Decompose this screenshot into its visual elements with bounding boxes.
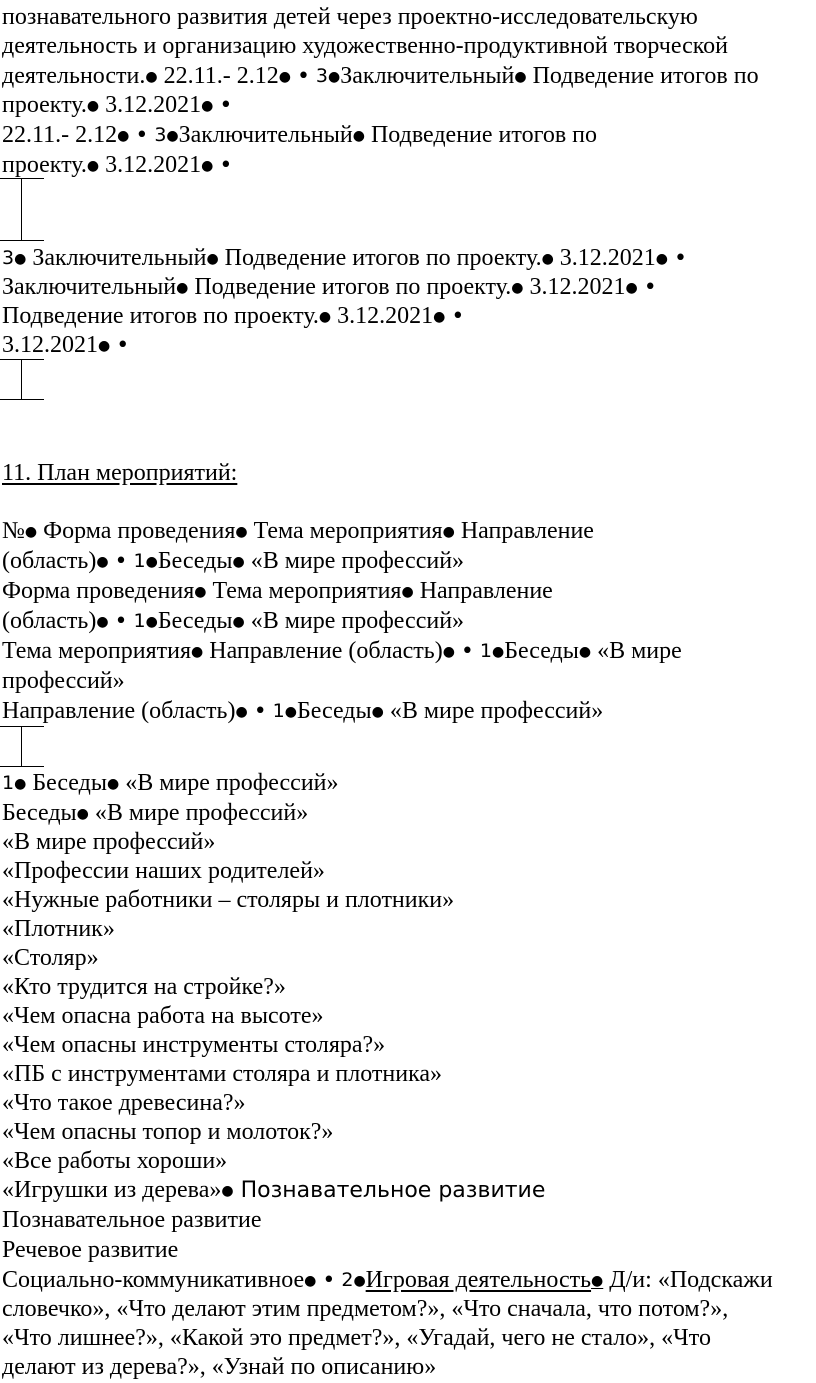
text-line: Речевое развитие bbox=[2, 1237, 179, 1263]
text-line: Форма проведения● Тема мероприятия● Направление bbox=[2, 578, 553, 604]
text-line: Подведение итогов по проекту.● 3.12.2021● • bbox=[2, 303, 465, 329]
text-line: 22.11.- 2.12● • 3●Заключительный● Подведение итогов по bbox=[2, 122, 597, 148]
text-line: проекту.● 3.12.2021● • bbox=[2, 92, 233, 118]
text-line: Тема мероприятия● Направление (область)● • 1●Беседы● «В мире bbox=[2, 638, 682, 664]
text-line: 1● Беседы● «В мире профессий» bbox=[2, 770, 339, 796]
text-line: (область)● • 1●Беседы● «В мире профессий» bbox=[2, 548, 465, 574]
topic-line: «Столяр» bbox=[2, 945, 99, 971]
topic-line: «ПБ с инструментами столяра и плотника» bbox=[2, 1061, 443, 1087]
text-line: Беседы● «В мире профессий» bbox=[2, 800, 309, 826]
text-line: деятельность и организацию художественно-продуктивной творческой bbox=[2, 33, 729, 59]
text-line: (область)● • 1●Беседы● «В мире профессий» bbox=[2, 608, 465, 634]
text-line: 3.12.2021● • bbox=[2, 332, 130, 358]
text-line: деятельности.● 22.11.- 2.12● • 3●Заключительный● Подведение итогов по bbox=[2, 63, 759, 89]
topic-line: «Что такое древесина?» bbox=[2, 1090, 246, 1116]
text-line: №● Форма проведения● Тема мероприятия● Направление bbox=[2, 518, 594, 544]
text-line: делают из дерева?», «Узнай по описанию» bbox=[2, 1354, 437, 1380]
text-line: познавательного развития детей через проектно-исследовательскую bbox=[2, 4, 698, 30]
text-line: «Что лишнее?», «Какой это предмет?», «Угадай, чего не стало», «Что bbox=[2, 1325, 711, 1351]
text-line: «Игрушки из дерева»● Познавательное развитие bbox=[2, 1177, 546, 1203]
topic-line: «Чем опасны топор и молоток?» bbox=[2, 1119, 334, 1145]
topic-line: «Плотник» bbox=[2, 916, 115, 942]
text-line: словечко», «Что делают этим предметом?», «Что сначала, что потом?», bbox=[2, 1296, 729, 1322]
text-line: Познавательное развитие bbox=[2, 1207, 262, 1233]
topic-line: «Чем опасна работа на высоте» bbox=[2, 1003, 324, 1029]
text-line: Социально-коммуникативное● • 2●Игровая деятельность● Д/и: «Подскажи bbox=[2, 1267, 773, 1293]
topic-line: «Кто трудится на стройке?» bbox=[2, 974, 286, 1000]
topic-line: «Нужные работники – столяры и плотники» bbox=[2, 887, 455, 913]
text-line: 3● Заключительный● Подведение итогов по проекту.● 3.12.2021● • bbox=[2, 245, 687, 271]
text-line: Заключительный● Подведение итогов по проекту.● 3.12.2021● • bbox=[2, 274, 657, 300]
text-line: профессий» bbox=[2, 668, 125, 694]
topic-line: «В мире профессий» bbox=[2, 829, 216, 855]
topic-line: «Профессии наших родителей» bbox=[2, 858, 325, 884]
text-line: Направление (область)● • 1●Беседы● «В мире профессий» bbox=[2, 698, 604, 724]
topic-line: «Чем опасны инструменты столяра?» bbox=[2, 1032, 386, 1058]
section-title: 11. План мероприятий: bbox=[2, 460, 238, 486]
text-line: проекту.● 3.12.2021● • bbox=[2, 152, 233, 178]
topic-line: «Все работы хороши» bbox=[2, 1148, 228, 1174]
